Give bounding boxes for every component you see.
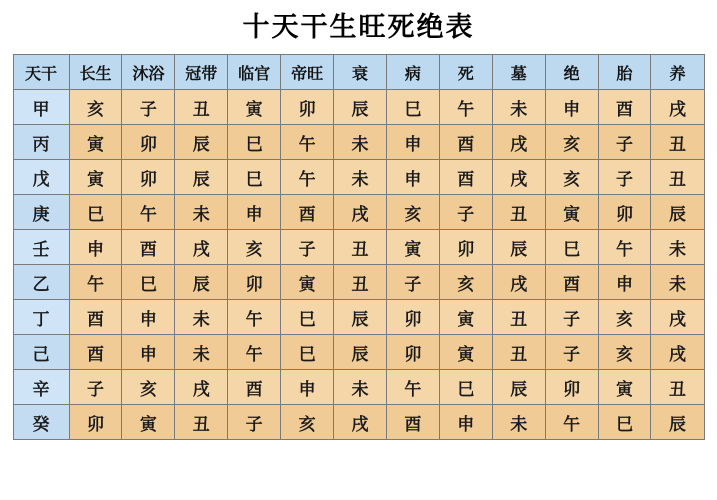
column-header-2: 沐浴 (122, 55, 175, 90)
table-cell: 丑 (492, 195, 545, 230)
table-cell: 巳 (228, 160, 281, 195)
table-cell: 午 (598, 230, 651, 265)
table-cell: 亥 (281, 405, 334, 440)
table-cell: 卯 (281, 90, 334, 125)
table-header-row (13, 55, 704, 90)
table-cell: 亥 (386, 195, 439, 230)
table-cell: 酉 (228, 370, 281, 405)
table-cell: 酉 (386, 405, 439, 440)
table-cell: 未 (175, 300, 228, 335)
table-cell: 辰 (492, 370, 545, 405)
table-cell: 寅 (386, 230, 439, 265)
column-header-1: 长生 (69, 55, 122, 90)
row-stem: 戊 (13, 160, 69, 195)
table-row (13, 335, 704, 370)
table-header (13, 55, 704, 90)
table-cell: 子 (598, 125, 651, 160)
table-cell: 巳 (439, 370, 492, 405)
table-cell: 酉 (281, 195, 334, 230)
table-cell: 丑 (651, 160, 704, 195)
table-cell: 寅 (439, 300, 492, 335)
table-cell: 戌 (492, 160, 545, 195)
table-cell: 未 (334, 370, 387, 405)
table-cell: 卯 (69, 405, 122, 440)
table-cell: 丑 (651, 125, 704, 160)
table-body (13, 90, 704, 440)
table-cell: 亥 (122, 370, 175, 405)
column-header-9: 墓 (492, 55, 545, 90)
table-cell: 亥 (439, 265, 492, 300)
column-header-11: 胎 (598, 55, 651, 90)
table-cell: 卯 (386, 300, 439, 335)
table-cell: 亥 (598, 300, 651, 335)
table-cell: 戌 (651, 335, 704, 370)
table-cell: 寅 (69, 160, 122, 195)
table-cell: 午 (122, 195, 175, 230)
table-cell: 辰 (334, 300, 387, 335)
table-cell: 午 (228, 300, 281, 335)
table-cell: 酉 (545, 265, 598, 300)
table-cell: 申 (545, 90, 598, 125)
table-cell: 卯 (386, 335, 439, 370)
table-cell: 辰 (175, 265, 228, 300)
table-cell: 卯 (228, 265, 281, 300)
table-row (13, 265, 704, 300)
table-row (13, 160, 704, 195)
table-cell: 子 (69, 370, 122, 405)
table-cell: 丑 (175, 90, 228, 125)
table-cell: 丑 (334, 230, 387, 265)
table-cell: 申 (386, 125, 439, 160)
table-cell: 子 (545, 300, 598, 335)
table-cell: 午 (69, 265, 122, 300)
table-cell: 卯 (598, 195, 651, 230)
table-cell: 卯 (545, 370, 598, 405)
table-cell: 辰 (651, 405, 704, 440)
table-cell: 午 (439, 90, 492, 125)
table-cell: 申 (228, 195, 281, 230)
row-stem: 己 (13, 335, 69, 370)
table-cell: 未 (175, 195, 228, 230)
table-row (13, 370, 704, 405)
table-cell: 卯 (122, 125, 175, 160)
table-cell: 寅 (228, 90, 281, 125)
table-cell: 巳 (69, 195, 122, 230)
table-cell: 子 (545, 335, 598, 370)
table-cell: 戌 (334, 195, 387, 230)
table-cell: 寅 (545, 195, 598, 230)
table-cell: 寅 (439, 335, 492, 370)
row-stem: 壬 (13, 230, 69, 265)
column-header-10: 绝 (545, 55, 598, 90)
column-header-stem: 天干 (13, 55, 69, 90)
table-cell: 丑 (334, 265, 387, 300)
table-cell: 辰 (334, 90, 387, 125)
table-cell: 丑 (492, 300, 545, 335)
column-header-6: 衰 (334, 55, 387, 90)
table-cell: 酉 (69, 335, 122, 370)
table-cell: 酉 (598, 90, 651, 125)
table-cell: 未 (334, 160, 387, 195)
table-cell: 午 (228, 335, 281, 370)
table-row (13, 405, 704, 440)
table-cell: 申 (69, 230, 122, 265)
table-row (13, 125, 704, 160)
page-title: 十天干生旺死绝表 (242, 12, 475, 43)
table-cell: 未 (175, 335, 228, 370)
table-cell: 子 (281, 230, 334, 265)
table-cell: 辰 (175, 160, 228, 195)
table-cell: 申 (122, 300, 175, 335)
heavenly-stems-table (13, 54, 705, 440)
table-cell: 申 (386, 160, 439, 195)
table-cell: 巳 (545, 230, 598, 265)
row-stem: 辛 (13, 370, 69, 405)
table-cell: 子 (122, 90, 175, 125)
column-header-8: 死 (439, 55, 492, 90)
table-cell: 申 (439, 405, 492, 440)
table-cell: 未 (492, 405, 545, 440)
table-cell: 巳 (281, 335, 334, 370)
table-row (13, 90, 704, 125)
table-cell: 寅 (122, 405, 175, 440)
table-row (13, 230, 704, 265)
table-cell: 未 (492, 90, 545, 125)
table-cell: 寅 (281, 265, 334, 300)
table-cell: 亥 (545, 160, 598, 195)
table-cell: 申 (122, 335, 175, 370)
column-header-12: 养 (651, 55, 704, 90)
table-cell: 戌 (492, 265, 545, 300)
row-stem: 甲 (13, 90, 69, 125)
table-cell: 戌 (175, 370, 228, 405)
table-cell: 丑 (175, 405, 228, 440)
table-cell: 亥 (598, 335, 651, 370)
table-cell: 申 (281, 370, 334, 405)
table-cell: 戌 (492, 125, 545, 160)
table-cell: 巳 (386, 90, 439, 125)
table-cell: 酉 (439, 125, 492, 160)
table-cell: 酉 (69, 300, 122, 335)
row-stem: 庚 (13, 195, 69, 230)
table-cell: 辰 (651, 195, 704, 230)
table-cell: 辰 (175, 125, 228, 160)
table-cell: 寅 (598, 370, 651, 405)
table-cell: 午 (386, 370, 439, 405)
table-cell: 戌 (334, 405, 387, 440)
table-cell: 戌 (651, 90, 704, 125)
table-cell: 卯 (439, 230, 492, 265)
table-cell: 巳 (122, 265, 175, 300)
table-cell: 申 (598, 265, 651, 300)
column-header-5: 帝旺 (281, 55, 334, 90)
table-cell: 酉 (122, 230, 175, 265)
table-row (13, 300, 704, 335)
table-cell: 辰 (492, 230, 545, 265)
table-cell: 午 (281, 125, 334, 160)
table-cell: 午 (281, 160, 334, 195)
table-cell: 辰 (334, 335, 387, 370)
column-header-3: 冠带 (175, 55, 228, 90)
row-stem: 乙 (13, 265, 69, 300)
table-cell: 寅 (69, 125, 122, 160)
table-cell: 酉 (439, 160, 492, 195)
table-cell: 亥 (545, 125, 598, 160)
column-header-7: 病 (386, 55, 439, 90)
table-cell: 戌 (651, 300, 704, 335)
table-cell: 丑 (651, 370, 704, 405)
table-cell: 子 (228, 405, 281, 440)
table-cell: 子 (439, 195, 492, 230)
table-cell: 卯 (122, 160, 175, 195)
table-cell: 巳 (228, 125, 281, 160)
table-cell: 戌 (175, 230, 228, 265)
table-cell: 未 (334, 125, 387, 160)
row-stem: 癸 (13, 405, 69, 440)
table-cell: 午 (545, 405, 598, 440)
table-cell: 丑 (492, 335, 545, 370)
table-cell: 巳 (281, 300, 334, 335)
table-cell: 巳 (598, 405, 651, 440)
row-stem: 丁 (13, 300, 69, 335)
table-cell: 亥 (69, 90, 122, 125)
table-cell: 子 (386, 265, 439, 300)
table-cell: 未 (651, 265, 704, 300)
column-header-4: 临官 (228, 55, 281, 90)
table-cell: 未 (651, 230, 704, 265)
row-stem: 丙 (13, 125, 69, 160)
table-cell: 亥 (228, 230, 281, 265)
table-cell: 子 (598, 160, 651, 195)
table-row (13, 195, 704, 230)
